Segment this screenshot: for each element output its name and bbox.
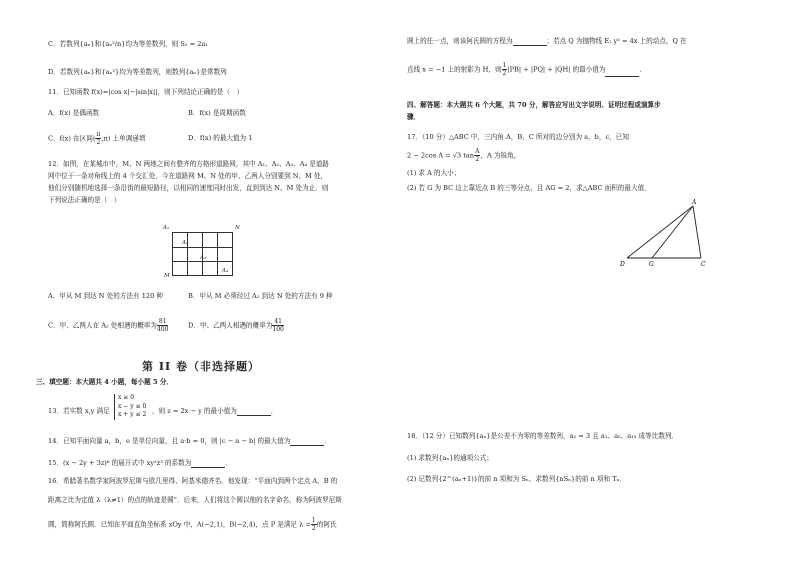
q16-cont-text: 直线 x = −1 上的射影为 H，则 (407, 65, 502, 74)
section3-heading: 三、填空题：本大题共 4 小题，每小题 5 分． (36, 378, 174, 386)
q17-line2 (407, 148, 520, 163)
q18-stem: 18．（12 分）已知数列{aₙ}是公差不为零的等差数列，a₂ = 3 且 a₁、a₅、a₁₃ 成等比数列． (407, 432, 679, 440)
section4-heading-cont: 骤． (407, 113, 421, 121)
q15: 15．(x − 2y + 3z)⁶ 的展开式中 xy²z³ 的系数为 ． (48, 459, 232, 467)
q13-constraint-2: x − y ≤ 0 (118, 402, 147, 410)
grid-label-a1: A₁ (163, 225, 170, 231)
q13-tail: ，则 z = 2x − y 的最小值为 ． (152, 407, 278, 415)
frac-den: 2 (502, 70, 507, 77)
q13-text-post: ，则 z = 2x − y 的最小值为 (152, 407, 237, 415)
grid-label-a2: A₂ (182, 240, 189, 246)
q12-line1: 12．如图，在某城市中，M、N 两地之间有整齐的方格形道路网，其中 A₁、A₂、A₃、A₄ 是道路 (48, 160, 330, 168)
q12c-fraction (157, 318, 168, 333)
q12-line4: 下列说法正确的是（ ） (48, 196, 121, 204)
tri-label-c: C (701, 261, 706, 268)
q11c-text: C．f(x) 在区间 (48, 134, 93, 143)
frac-num: 81 (158, 318, 167, 325)
section4-heading: 四、解答题：本大题共 6 个大题，共 70 分，解答应写出文字说明、证明过程或演算步 (407, 101, 661, 109)
q12d-text: D．甲、乙两人相遇的概率为 (188, 321, 273, 330)
q11c-text-post: ,π) 上单调递增 (101, 134, 146, 143)
q16-cont-line1 (407, 37, 687, 46)
q11-stem: 11．已知函数 f(x)=|cos x|−|sin|x||，则下列结论正确的是（ ） (48, 88, 244, 96)
q15-text: 15．(x − 2y + 3z)⁶ 的展开式中 xy²z³ 的系数为 (48, 459, 192, 467)
q16-line3 (48, 517, 337, 532)
q12-line3: 他们分别随机地选择一条沿街的最短路径，以相同的速度同时出发，直到到达 N、M 处为止．则 (48, 184, 329, 192)
q17-text: 2 − 2cos A = √3 tan (407, 151, 475, 160)
q13-text: 13．若实数 x,y 满足 (48, 407, 110, 415)
q13 (48, 407, 110, 416)
q16-line2: 距离之比为定值 λ（λ≠1）的点的轨迹是圆”．后来，人们将这个圆以他的名字命名，称为阿波罗尼斯 (48, 496, 342, 504)
frac-den: 2 (311, 525, 316, 532)
q16-cont-text: 圆上的任一点，则该阿氏圆的方程为 (407, 37, 513, 45)
frac-den: 2 (475, 156, 480, 163)
q12c-text: C．甲、乙两人在 A₂ 处相遇的概率为 (48, 321, 157, 330)
answer-blank[interactable] (290, 439, 324, 446)
grid-label-a4: A₄ (222, 268, 229, 274)
tri-label-d: D (620, 261, 625, 268)
q16-text-post: 的阿氏 (316, 520, 337, 529)
q18-subq1: (1) 求数列{aₙ}的通项公式； (407, 454, 493, 462)
q16-cont-text-post: ；若点 Q 为抛物线 E: y² = 4x 上的动点，Q 在 (546, 37, 687, 45)
frac-den: 100 (272, 326, 284, 333)
q13-constraints (114, 394, 146, 420)
q12-option-c (48, 318, 168, 333)
answer-blank[interactable] (605, 70, 639, 77)
q12-option-b: B．甲从 M 必须经过 A₂ 到达 N 处的方法有 9 种 (188, 292, 333, 300)
q14-text: 14．已知平面向量 a，b，e 是单位向量，且 a·b = 0，则 |c − a − b| 的最大值为 (48, 437, 291, 445)
answer-blank[interactable] (513, 39, 547, 46)
q18-subq2: (2) 记数列{2^(aₙ+1)}的前 n 项和为 Sₙ，求数列{nSₙ}的前 n 项和 Tₙ． (407, 475, 626, 483)
q12-line2: 网中位于一条对角线上的 4 个交汇处，今在道路网 M、N 处的甲、乙两人分别要到 N、M 处， (48, 172, 328, 180)
q16-line1: 16．希腊著名数学家阿波罗尼斯与欧几里得、阿基米德齐名．他发现：“平面内到两个定点 A，B 的 (48, 477, 338, 485)
q10-option-d: D．若数列{aₙ}和{aₙ²}均为等差数列，则数列{aₙ}是常数列 (48, 68, 227, 76)
q13-constraint-1: x ≥ 0 (118, 394, 135, 401)
answer-blank[interactable] (237, 409, 271, 416)
triangle-figure (619, 198, 709, 270)
q11-option-d: D．f(x) 的最大值为 1 (188, 134, 253, 142)
q10-option-c: C．若数列{aₙ}和{aₙ²/n}均为等差数列，则 S₂ = 2a₁ (48, 40, 208, 48)
frac-num: 1 (502, 62, 507, 69)
frac-num: π (96, 131, 101, 138)
right-column (397, 0, 794, 562)
frac-den: 2 (96, 139, 101, 146)
frac-num: 41 (274, 318, 282, 325)
grid-label-n: N (235, 225, 240, 231)
q17-subq1: (1) 求 A 的大小； (407, 169, 461, 177)
q17-line1: 17．（10 分）△ABC 中，三内角 A，B，C 所对的边分别为 a，b，c，已知 (407, 133, 629, 141)
q12-option-d (188, 318, 284, 333)
q16-text: 圆，简称阿氏圆．已知在平面直角坐标系 xOy 中，A(−2,1)，B(−2,4)，点 P 是满足 λ = (48, 520, 311, 529)
q17-text-post: ，A 为锐角， (480, 151, 521, 160)
q17-subq2: (2) 若 G 为 BC 边上靠近点 B 的三等分点，且 AG = 2，求△ABC 面积的最大值． (407, 184, 651, 192)
tri-label-g: G (649, 261, 654, 268)
frac-den: 400 (156, 326, 169, 333)
q11-option-b: B．f(x) 是周期函数 (188, 109, 246, 117)
q14: 14．已知平面向量 a，b，e 是单位向量，且 a·b = 0，则 |c − a − b| 的最大值为 ． (48, 437, 332, 445)
q13-constraint-3: x + y ≤ 2 (118, 411, 147, 418)
grid-label-m: M (164, 273, 170, 279)
q11-option-c: C．f(x) 在区间( $\frac{\pi}{2}$ ,π) 上单调递增 (48, 131, 146, 146)
q16-cont-text-post: |PB| + |PQ| + |QH| 的最小值为 (507, 65, 606, 74)
grid-label-a3: A₃ (200, 255, 207, 261)
q12-option-a: A．甲从 M 到达 N 处的方法有 120 种 (48, 292, 163, 300)
frac-num: A (475, 148, 480, 155)
part2-title: 第 II 卷（非选择题） (142, 360, 260, 373)
q12d-fraction (272, 318, 283, 333)
q11-option-a: A．f(x) 是偶函数 (48, 109, 100, 117)
answer-blank[interactable] (191, 461, 225, 468)
frac-num: 1 (311, 517, 316, 524)
q16-cont-line2: 直线 x = −1 上的射影为 H，则 $\frac{1}{2}$ |PB| + |PQ| + |QH| 的最小值为 ． (407, 62, 647, 77)
tri-label-a: A (692, 199, 697, 206)
